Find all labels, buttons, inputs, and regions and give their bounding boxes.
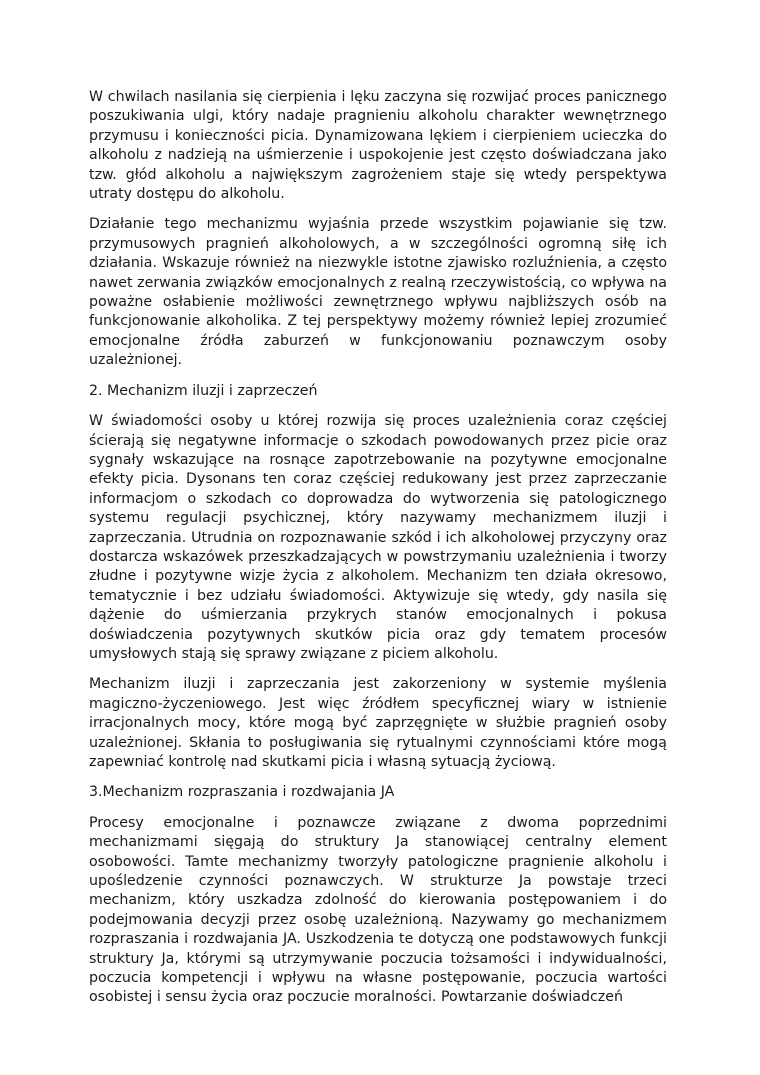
paragraph-illusion-denial-mechanism: W świadomości osoby u której rozwija się proces uzależnienia coraz częściej ścierają się negatywne informacje o szkodach powodowanych przez picie oraz sygnały wskazujące na rosnące zapotrzebowanie na pozytywne emocjonalne efekty picia. Dysonans ten coraz częściej redukowany jest przez zaprzeczanie informacjom o szkodach co doprowadza do wytworzenia się patologicznego systemu regulacji psychicznej, który nazywamy mechanizmem iluzji i zaprzeczania. Utrudnia on rozpoznawanie szkód i ich alkoholowej przyczyny oraz dostarcza wskazówek przeszkadzających w powstrzymaniu uzależnienia i tworzy złudne i pozytywne wizje życia z alkoholem. Mechanizm ten działa okresowo, tematycznie i bez udziału świadomości. Aktywizuje się wtedy, gdy nasila się dążenie do uśmierzania przykrych stanów emocjonalnych i pokusa doświadczenia pozytywnych skutków picia oraz gdy tematem procesów umysłowych stają się sprawy związane z piciem alkoholu. — [89, 413, 667, 662]
paragraph-compulsive-cravings: Działanie tego mechanizmu wyjaśnia przede wszystkim pojawianie się tzw. przymusowych pragnień alkoholowych, a w szczególności ogromną siłę ich działania. Wskazuje również na niezwykle istotne zjawisko rozluźnienia, a często nawet zerwania związków emocjonalnych z realną rzeczywistością, co wpływa na poważne osłabienie możliwości zewnętrznego wpływu najbliższych osób na funkcjonowanie alkoholika. Z tej perspektywy możemy również lepiej zrozumieć emocjonalne źródła zaburzeń w funkcjonowaniu poznawczym osoby uzależnionej. — [89, 216, 667, 369]
paragraph-magical-thinking: Mechanizm iluzji i zaprzeczania jest zakorzeniony w systemie myślenia magiczno-życzeniowego. Jest więc źródłem specyficznej wiary w istnienie irracjonalnych mocy, które mogą być zaprzęgnięte w służbie pragnień osoby uzależnionej. Skłania to posługiwania się rytualnymi czynnościami które mogą zapewniać kontrolę nad skutkami picia i własną sytuacją życiową. — [89, 676, 667, 770]
section-heading-illusion-denial: 2. Mechanizm iluzji i zaprzeczeń — [89, 382, 318, 399]
document-page — [89, 88, 667, 1019]
paragraph-self-splitting-mechanism: Procesy emocjonalne i poznawcze związane z dwoma poprzednimi mechanizmami sięgają do struktury Ja stanowiącej centralny element osobowości. Tamte mechanizmy tworzyły patologiczne pragnienie alkoholu i upośledzenie czynności poznawczych. W strukturze Ja powstaje trzeci mechanizm, który uszkadza zdolność do kierowania postępowaniem i do podejmowania decyzji przez osobę uzależnioną. Nazywamy go mechanizmem rozpraszania i rozdwajania JA. Uszkodzenia te dotyczą one podstawowych funkcji struktury Ja, którymi są utrzymywanie poczucia tożsamości i indywidualności, poczucia kompetencji i wpływu na własne postępowanie, poczucia wartości osobistej i sensu życia oraz poczucie moralności. Powtarzanie doświadczeń — [89, 814, 667, 1006]
paragraph-craving-panic: W chwilach nasilania się cierpienia i lęku zaczyna się rozwijać proces panicznego poszukiwania ulgi, który nadaje pragnieniu alkoholu charakter wewnętrznego przymusu i konieczności picia. Dynamizowana lękiem i cierpieniem ucieczka do alkoholu z nadzieją na uśmierzenie i uspokojenie jest często doświadczana jako tzw. głód alkoholu a największym zagrożeniem staje się wtedy perspektywa utraty dostępu do alkoholu. — [89, 89, 667, 203]
section-heading-self-splitting: 3.Mechanizm rozpraszania i rozdwajania JA — [89, 784, 395, 801]
